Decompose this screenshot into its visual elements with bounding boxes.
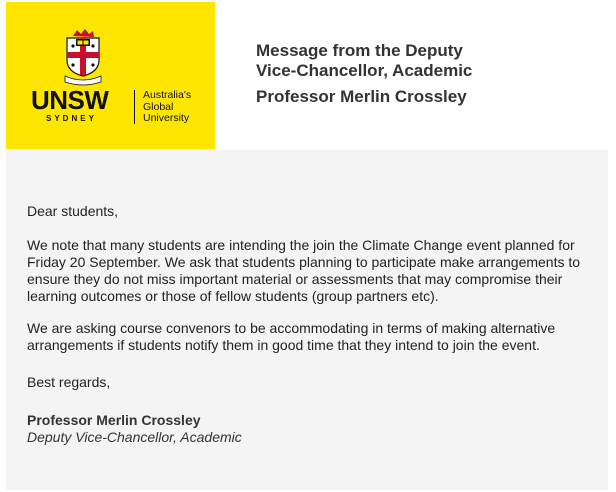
paragraph: We note that many students are intending the join the Climate Change event planned for Friday 20 September. We ask that students planning to participate make arrangements to ensure they do not miss important material or assessments that may compromise their learning outcomes or those of fellow students (group partners etc).	[27, 237, 581, 304]
unsw-logo	[6, 2, 215, 149]
email-header	[6, 2, 608, 150]
signature-role: Deputy Vice-Chancellor, Academic	[27, 429, 242, 445]
logo-tagline-line: University	[143, 112, 190, 124]
closing: Best regards,	[27, 374, 111, 390]
greeting: Dear students,	[27, 203, 119, 219]
header-text	[256, 41, 596, 107]
message-title-line2: Vice-Chancellor, Academic	[256, 61, 473, 80]
message-title	[256, 41, 596, 81]
sender-name: Professor Merlin Crossley	[256, 87, 467, 106]
logo-tagline	[143, 90, 203, 125]
signature-name: Professor Merlin Crossley	[27, 412, 201, 428]
logo-city: SYDNEY	[46, 114, 97, 123]
logo-tagline-line: Australia's	[143, 89, 192, 101]
message-title-line1: Message from the Deputy	[256, 41, 463, 60]
email-body-content	[27, 203, 592, 446]
paragraph: We are asking course convenors to be accommodating in terms of making alternative arrangements if students notify them in good time that they intend to join the event.	[27, 320, 556, 353]
signature	[27, 412, 592, 446]
unsw-crest-icon	[61, 26, 105, 86]
logo-divider	[134, 90, 135, 124]
logo-wordmark: UNSW	[31, 85, 109, 115]
email-body	[6, 150, 608, 490]
email-message	[6, 2, 608, 490]
logo-tagline-line: Global	[143, 100, 174, 113]
